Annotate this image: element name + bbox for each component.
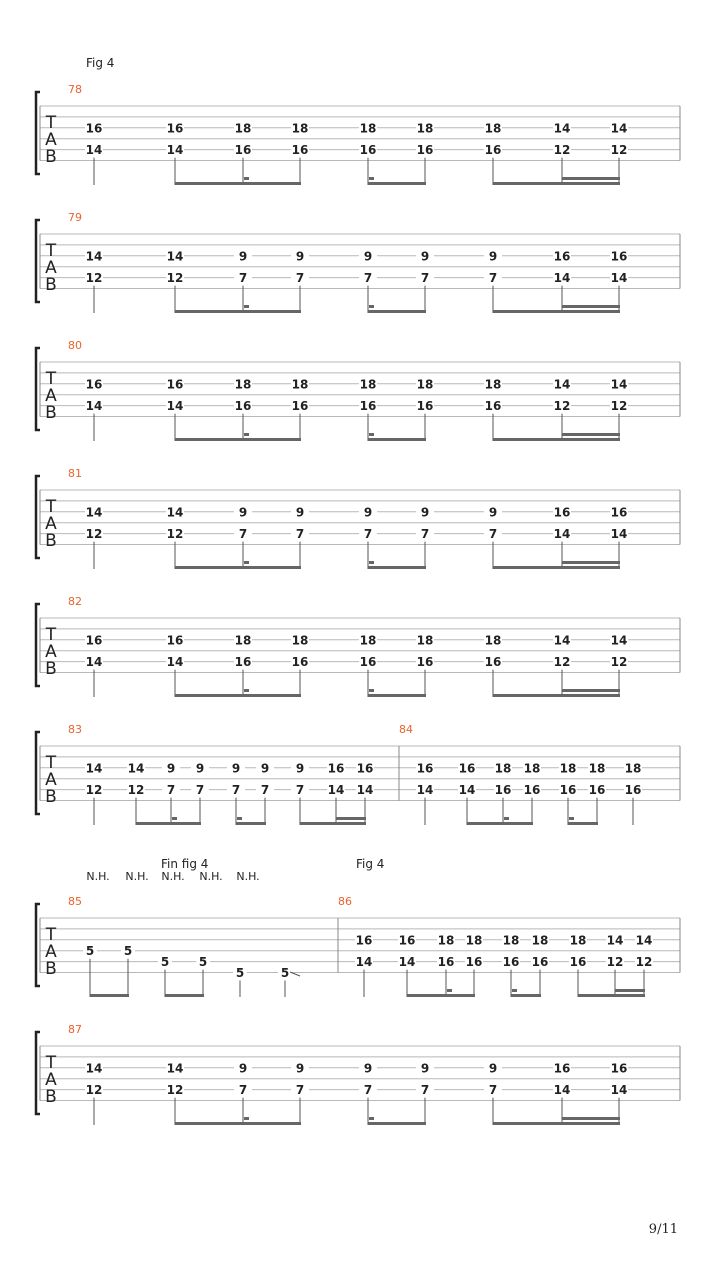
fret-number: 9	[231, 761, 241, 776]
measure-number: 87	[68, 1023, 82, 1036]
fret-number: 9	[166, 761, 176, 776]
dot-mark	[244, 1117, 249, 1120]
fret-number: 16	[553, 505, 571, 520]
beam	[568, 822, 598, 825]
fret-number: 16	[523, 783, 541, 798]
fret-number: 7	[238, 1083, 248, 1098]
beam	[368, 438, 426, 441]
fret-number: 18	[484, 633, 502, 648]
fret-number: 9	[488, 1061, 498, 1076]
measure-number: 85	[68, 895, 82, 908]
fret-number: 12	[85, 527, 103, 542]
fret-number: 14	[355, 955, 373, 970]
fret-number: 12	[127, 783, 145, 798]
fret-number: 16	[416, 399, 434, 414]
beam	[175, 182, 301, 185]
beam	[562, 177, 620, 180]
fret-number: 18	[359, 633, 377, 648]
beam	[368, 310, 426, 313]
dot-mark	[244, 689, 249, 692]
beam	[368, 694, 426, 697]
fret-number: 16	[484, 655, 502, 670]
beam	[562, 1117, 620, 1120]
fret-number: 7	[420, 1083, 430, 1098]
beam	[368, 1122, 426, 1125]
fret-number: 7	[488, 527, 498, 542]
dot-mark	[504, 817, 509, 820]
dot-mark	[369, 305, 374, 308]
tab-clef-letter: B	[45, 659, 57, 679]
fret-number: 14	[166, 505, 184, 520]
beam	[562, 561, 620, 564]
dot-mark	[369, 1117, 374, 1120]
fret-number: 7	[488, 271, 498, 286]
measure-number: 81	[68, 467, 82, 480]
fret-number: 18	[437, 933, 455, 948]
fret-number: 16	[484, 399, 502, 414]
harmonic-mark: N.H.	[199, 870, 223, 883]
fret-number: 14	[458, 783, 476, 798]
fret-number: 16	[531, 955, 549, 970]
dot-mark	[244, 561, 249, 564]
tab-clef-letter: T	[45, 241, 57, 261]
fret-number: 16	[166, 633, 184, 648]
fret-number: 7	[238, 527, 248, 542]
fret-number: 14	[635, 933, 653, 948]
tab-clef-letter: T	[45, 753, 57, 773]
fret-number: 16	[85, 633, 103, 648]
fret-number: 16	[85, 121, 103, 136]
fret-number: 18	[624, 761, 642, 776]
fret-number: 14	[553, 527, 571, 542]
dot-mark	[369, 177, 374, 180]
fret-number: 16	[458, 761, 476, 776]
beam	[493, 694, 620, 697]
tab-clef-letter: B	[45, 275, 57, 295]
beam	[467, 822, 533, 825]
fret-number: 14	[610, 271, 628, 286]
fret-number: 7	[295, 1083, 305, 1098]
harmonic-mark: N.H.	[161, 870, 185, 883]
fret-number: 18	[291, 377, 309, 392]
fret-number: 14	[553, 121, 571, 136]
fret-number: 14	[610, 633, 628, 648]
fret-number: 5	[280, 966, 290, 980]
fret-number: 16	[166, 377, 184, 392]
fret-number: 14	[166, 655, 184, 670]
system-bracket	[36, 92, 40, 174]
fret-number: 14	[166, 249, 184, 264]
fret-number: 14	[166, 1061, 184, 1076]
fret-number: 7	[295, 271, 305, 286]
measure-number: 86	[338, 895, 352, 908]
tab-clef-letter: A	[45, 642, 57, 662]
fret-number: 14	[85, 505, 103, 520]
harmonic-mark: N.H.	[125, 870, 149, 883]
beam	[336, 817, 366, 820]
dot-mark	[244, 177, 249, 180]
system-bracket	[36, 220, 40, 302]
dot-mark	[369, 561, 374, 564]
fret-number: 18	[234, 633, 252, 648]
fret-number: 16	[610, 249, 628, 264]
fret-number: 14	[85, 249, 103, 264]
fret-number: 9	[420, 505, 430, 520]
dot-mark	[369, 433, 374, 436]
fret-number: 14	[610, 527, 628, 542]
tab-clef-letter: A	[45, 258, 57, 278]
measure-number: 80	[68, 339, 82, 352]
fret-number: 18	[359, 121, 377, 136]
beam	[407, 994, 475, 997]
fret-number: 14	[398, 955, 416, 970]
fret-number: 9	[238, 1061, 248, 1076]
fret-number: 14	[327, 783, 345, 798]
dot-mark	[244, 305, 249, 308]
fret-number: 9	[238, 505, 248, 520]
fret-number: 7	[238, 271, 248, 286]
fret-number: 12	[553, 655, 571, 670]
fret-number: 14	[85, 655, 103, 670]
fret-number: 14	[553, 633, 571, 648]
beam	[493, 182, 620, 185]
fret-number: 16	[416, 655, 434, 670]
fret-number: 16	[356, 761, 374, 776]
fret-number: 18	[559, 761, 577, 776]
dot-mark	[237, 817, 242, 820]
fret-number: 18	[588, 761, 606, 776]
fret-number: 18	[531, 933, 549, 948]
tab-clef-letter: T	[45, 925, 57, 945]
system-bracket	[36, 348, 40, 430]
beam	[368, 182, 426, 185]
tab-clef-letter: B	[45, 531, 57, 551]
fret-number: 9	[295, 249, 305, 264]
tab-clef-letter: T	[45, 625, 57, 645]
tab-clef-letter: A	[45, 514, 57, 534]
fret-number: 16	[553, 1061, 571, 1076]
dot-mark	[244, 433, 249, 436]
fret-number: 7	[195, 783, 205, 798]
figure-label: Fin fig 4	[161, 857, 209, 871]
fret-number: 18	[416, 121, 434, 136]
fret-number: 7	[363, 271, 373, 286]
fret-number: 12	[85, 1083, 103, 1098]
fret-number: 16	[398, 933, 416, 948]
system-bracket	[36, 904, 40, 986]
tab-clef-letter: B	[45, 147, 57, 167]
fret-number: 9	[195, 761, 205, 776]
harmonic-mark: N.H.	[236, 870, 260, 883]
fret-number: 9	[238, 249, 248, 264]
fret-number: 18	[416, 633, 434, 648]
fret-number: 16	[166, 121, 184, 136]
fret-number: 7	[363, 1083, 373, 1098]
fret-number: 16	[502, 955, 520, 970]
fret-number: 16	[465, 955, 483, 970]
fret-number: 9	[363, 1061, 373, 1076]
fret-number: 14	[356, 783, 374, 798]
fret-number: 12	[610, 143, 628, 158]
fret-number: 14	[166, 143, 184, 158]
tab-clef-letter: B	[45, 1087, 57, 1107]
fret-number: 16	[291, 655, 309, 670]
fret-number: 16	[484, 143, 502, 158]
beam	[136, 822, 201, 825]
fret-number: 16	[569, 955, 587, 970]
beam	[615, 989, 645, 992]
fret-number: 14	[606, 933, 624, 948]
dot-mark	[512, 989, 517, 992]
fret-number: 5	[85, 944, 95, 959]
beam	[493, 438, 620, 441]
fret-number: 16	[610, 505, 628, 520]
fret-number: 18	[234, 121, 252, 136]
fret-number: 14	[85, 143, 103, 158]
tab-clef-letter: B	[45, 403, 57, 423]
beam	[175, 694, 301, 697]
fret-number: 16	[359, 399, 377, 414]
fret-number: 9	[363, 249, 373, 264]
fret-number: 12	[635, 955, 653, 970]
fret-number: 18	[569, 933, 587, 948]
fret-number: 14	[85, 1061, 103, 1076]
beam	[493, 1122, 620, 1125]
fret-number: 12	[166, 1083, 184, 1098]
fret-number: 9	[420, 1061, 430, 1076]
fret-number: 7	[295, 527, 305, 542]
beam	[578, 994, 645, 997]
fret-number: 14	[85, 761, 103, 776]
fret-number: 18	[484, 121, 502, 136]
tab-clef-letter: B	[45, 959, 57, 979]
fret-number: 16	[559, 783, 577, 798]
fret-number: 16	[234, 399, 252, 414]
fret-number: 9	[295, 761, 305, 776]
fret-number: 12	[85, 271, 103, 286]
fret-number: 16	[234, 143, 252, 158]
tab-clef-letter: T	[45, 1053, 57, 1073]
fret-number: 9	[363, 505, 373, 520]
page-number: 9/11	[648, 1222, 678, 1237]
measure-number: 82	[68, 595, 82, 608]
beam	[562, 305, 620, 308]
fret-number: 16	[85, 377, 103, 392]
fret-number: 14	[610, 1083, 628, 1098]
fret-number: 14	[553, 1083, 571, 1098]
beam	[175, 438, 301, 441]
tab-clef-letter: T	[45, 497, 57, 517]
beam	[165, 994, 204, 997]
fret-number: 14	[166, 399, 184, 414]
fret-number: 16	[416, 761, 434, 776]
fret-number: 9	[420, 249, 430, 264]
beam	[562, 433, 620, 436]
fret-number: 16	[494, 783, 512, 798]
fret-number: 7	[488, 1083, 498, 1098]
beam	[368, 566, 426, 569]
fret-number: 12	[553, 399, 571, 414]
fret-number: 7	[295, 783, 305, 798]
tab-clef-letter: B	[45, 787, 57, 807]
fret-number: 5	[123, 944, 133, 959]
fret-number: 16	[291, 143, 309, 158]
fret-number: 16	[553, 249, 571, 264]
fret-number: 7	[420, 527, 430, 542]
fret-number: 5	[160, 955, 170, 970]
beam	[175, 1122, 301, 1125]
fret-number: 18	[291, 121, 309, 136]
beam	[493, 310, 620, 313]
harmonic-mark: N.H.	[86, 870, 110, 883]
fret-number: 12	[606, 955, 624, 970]
fret-number: 16	[359, 143, 377, 158]
measure-number: 79	[68, 211, 82, 224]
fret-number: 12	[610, 399, 628, 414]
system-bracket	[36, 476, 40, 558]
fret-number: 7	[260, 783, 270, 798]
beam	[90, 994, 129, 997]
fret-number: 5	[198, 955, 208, 970]
fret-number: 12	[85, 783, 103, 798]
fret-number: 14	[553, 271, 571, 286]
fret-number: 14	[553, 377, 571, 392]
beam	[511, 994, 541, 997]
fret-number: 18	[484, 377, 502, 392]
fret-number: 9	[295, 1061, 305, 1076]
tab-clef-letter: T	[45, 113, 57, 133]
fret-number: 16	[291, 399, 309, 414]
fret-number: 16	[624, 783, 642, 798]
fret-number: 7	[420, 271, 430, 286]
fret-number: 12	[166, 271, 184, 286]
tab-clef-letter: A	[45, 942, 57, 962]
fret-number: 16	[327, 761, 345, 776]
fret-number: 18	[494, 761, 512, 776]
system-bracket	[36, 1032, 40, 1114]
fret-number: 16	[416, 143, 434, 158]
measure-number: 84	[399, 723, 413, 736]
tab-clef-letter: A	[45, 386, 57, 406]
fret-number: 12	[166, 527, 184, 542]
dot-mark	[172, 817, 177, 820]
fret-number: 16	[234, 655, 252, 670]
fret-number: 14	[610, 121, 628, 136]
beam	[236, 822, 266, 825]
tab-clef-letter: A	[45, 130, 57, 150]
fret-number: 16	[610, 1061, 628, 1076]
dot-mark	[569, 817, 574, 820]
figure-label: Fig 4	[356, 857, 385, 871]
fret-number: 7	[231, 783, 241, 798]
tab-clef-letter: A	[45, 770, 57, 790]
fret-number: 16	[437, 955, 455, 970]
fret-number: 16	[355, 933, 373, 948]
fret-number: 14	[416, 783, 434, 798]
beam	[175, 566, 301, 569]
figure-label: Fig 4	[86, 56, 115, 70]
fret-number: 18	[416, 377, 434, 392]
measure-number: 78	[68, 83, 82, 96]
fret-number: 9	[488, 249, 498, 264]
fret-number: 9	[295, 505, 305, 520]
dot-mark	[447, 989, 452, 992]
system-bracket	[36, 732, 40, 814]
fret-number: 12	[553, 143, 571, 158]
tab-clef-letter: T	[45, 369, 57, 389]
fret-number: 14	[127, 761, 145, 776]
fret-number: 16	[359, 655, 377, 670]
beam	[562, 689, 620, 692]
fret-number: 14	[85, 399, 103, 414]
system-bracket	[36, 604, 40, 686]
fret-number: 18	[359, 377, 377, 392]
measure-number: 83	[68, 723, 82, 736]
fret-number: 9	[488, 505, 498, 520]
beam	[493, 566, 620, 569]
fret-number: 7	[363, 527, 373, 542]
fret-number: 7	[166, 783, 176, 798]
fret-number: 18	[465, 933, 483, 948]
fret-number: 16	[588, 783, 606, 798]
beam	[175, 310, 301, 313]
fret-number: 14	[610, 377, 628, 392]
fret-number: 9	[260, 761, 270, 776]
beam	[300, 822, 366, 825]
tab-clef-letter: A	[45, 1070, 57, 1090]
fret-number: 18	[502, 933, 520, 948]
fret-number: 12	[610, 655, 628, 670]
fret-number: 18	[523, 761, 541, 776]
fret-number: 18	[234, 377, 252, 392]
fret-number: 18	[291, 633, 309, 648]
fret-number: 5	[235, 966, 245, 980]
dot-mark	[369, 689, 374, 692]
